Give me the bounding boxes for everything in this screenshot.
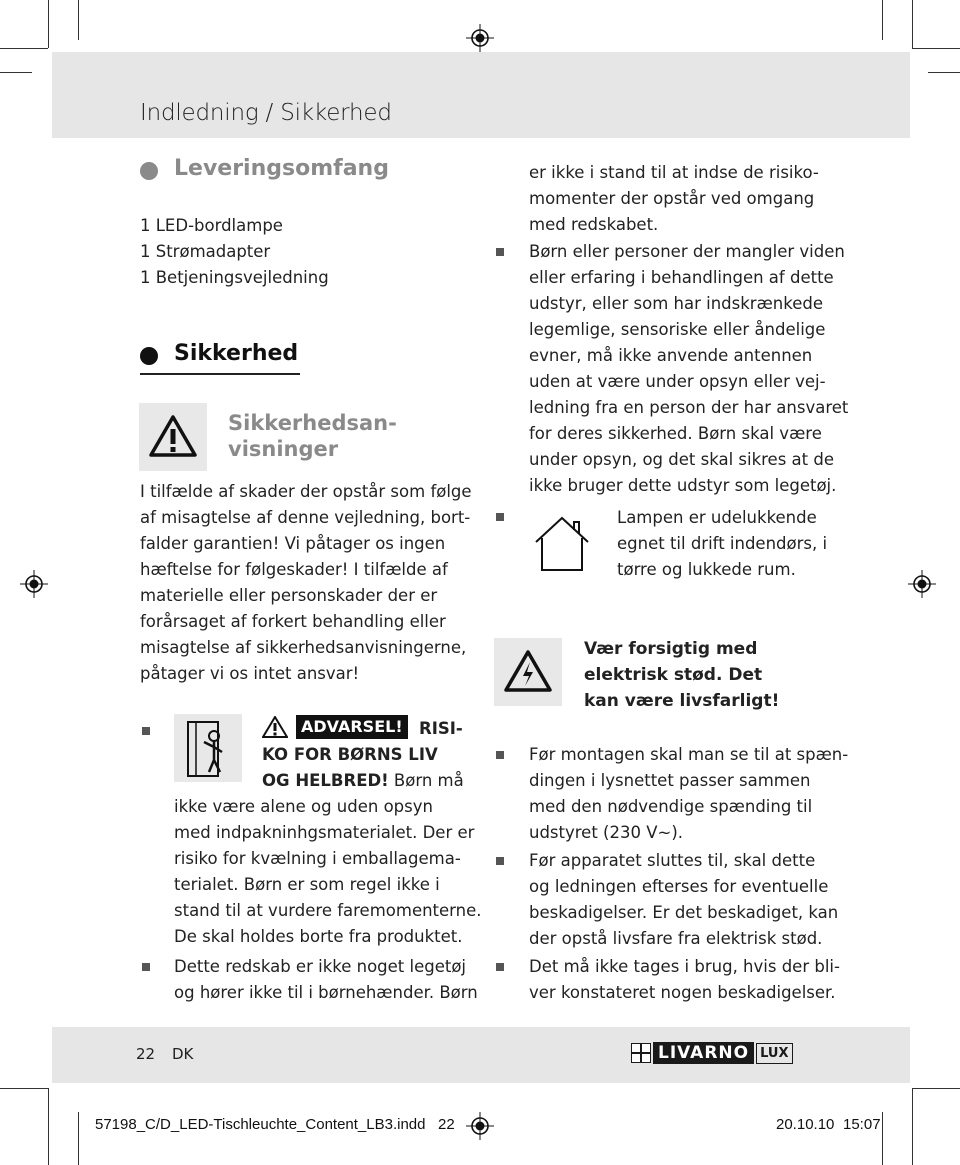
crop-mark: [912, 1088, 913, 1165]
text-line: eller erfaring i behandlingen af dette: [529, 268, 834, 287]
text-line: Børn eller personer der mangler viden: [529, 242, 845, 261]
bullet-square-icon: [496, 513, 504, 521]
text-line: RISI-: [419, 719, 463, 738]
electric-shock-icon: [494, 638, 562, 706]
text-line: terialet. Børn er som regel ikke i: [174, 875, 440, 894]
bullet-square-icon: [496, 963, 504, 971]
bullet-dot-icon: [140, 162, 158, 180]
list-item: 1 LED-bordlampe: [140, 216, 283, 235]
brand-name: LIVARNO: [653, 1042, 754, 1064]
slug-time: 15:07: [843, 1116, 881, 1133]
text-line: ikke bruger dette udstyr som legetøj.: [529, 476, 837, 495]
text-span: Børn må: [388, 771, 464, 790]
text-line: ikke være alene og uden opsyn: [174, 797, 433, 816]
crop-mark: [0, 72, 32, 73]
text-line: og hører ikke til i børnehænder. Børn: [174, 983, 478, 1002]
page-title: Indledning / Sikkerhed: [140, 100, 392, 126]
text-line: udstyr, eller som har indskrænkede: [529, 294, 823, 313]
crop-mark: [0, 1088, 48, 1089]
crop-mark: [78, 1112, 79, 1165]
subheading-line: visninger: [228, 437, 339, 461]
indoor-icon-box: [528, 508, 596, 576]
child-warning-icon-box: [174, 714, 242, 782]
text-line: ledning fra en person der har ansvaret: [529, 398, 849, 417]
delivery-heading: Leveringsomfang: [174, 156, 389, 181]
list-item: 1 Betjeningsvejledning: [140, 268, 329, 287]
text-line: [262, 768, 464, 795]
bold-span: OG HELBRED!: [262, 771, 389, 790]
text-line: tørre og lukkede rum.: [617, 560, 796, 579]
bullet-square-icon: [142, 727, 150, 735]
text-line: stand til at vurdere faremomenterne.: [174, 901, 482, 920]
text-line: under opsyn, og det skal sikres at de: [529, 450, 835, 469]
slug-date: 20.10.10: [776, 1116, 835, 1133]
slug-filename: 57198_C/D_LED-Tischleuchte_Content_LB3.indd 22: [95, 1116, 455, 1133]
child-icon: [174, 714, 242, 782]
registration-mark-icon: [20, 570, 48, 598]
livarno-logo: [631, 1041, 793, 1065]
crop-mark: [912, 48, 960, 49]
text-line: hæftelse for følgeskader! I tilfælde af: [140, 560, 448, 579]
crop-mark: [912, 1088, 960, 1089]
text-line: misagtelse af sikkerhedsanvisningerne,: [140, 638, 467, 657]
text-line: udstyret (230 V∼).: [529, 823, 684, 842]
crop-mark: [48, 0, 49, 48]
text-line: ver konstateret nogen beskadigelser.: [529, 983, 836, 1002]
text-line: Før apparatet sluttes til, skal dette: [529, 851, 816, 870]
text-line: egnet til drift indendørs, i: [617, 534, 828, 553]
text-line: materielle eller personskader der er: [140, 586, 438, 605]
warning-triangle-icon: [262, 716, 288, 742]
advarsel-badge: ADVARSEL!: [296, 715, 408, 739]
text-line: Det må ikke tages i brug, hvis der bli-: [529, 957, 840, 976]
brand-suffix: LUX: [756, 1043, 792, 1064]
crop-mark: [882, 0, 883, 40]
safety-subheading: [228, 410, 397, 462]
list-item: 1 Strømadapter: [140, 242, 271, 261]
text-line: risiko for kvælning i emballagema-: [174, 849, 461, 868]
text-line: kan være livsfarligt!: [584, 691, 780, 711]
text-line: for deres sikkerhed. Børn skal være: [529, 424, 822, 443]
warning-icon-box: [139, 403, 207, 471]
text-line: elektrisk stød. Det: [584, 665, 763, 685]
registration-mark-icon: [466, 1112, 494, 1140]
bullet-square-icon: [496, 857, 504, 865]
text-line: falder garantien! Vi påtager os ingen: [140, 534, 446, 553]
subheading-line: Sikkerhedsan-: [228, 411, 397, 435]
text-line: er ikke i stand til at indse de risiko-: [529, 163, 819, 182]
crop-mark: [78, 0, 79, 40]
text-line: med indpakninhgsmaterialet. Der er: [174, 823, 475, 842]
crop-mark: [48, 1088, 49, 1165]
text-line: med den nødvendige spænding til: [529, 797, 813, 816]
crop-mark: [0, 48, 48, 49]
crop-mark: [928, 72, 960, 73]
text-line: Lampen er udelukkende: [617, 508, 817, 527]
language-code: DK: [172, 1045, 194, 1063]
bullet-square-icon: [496, 248, 504, 256]
house-icon: [528, 508, 596, 576]
text-line: beskadigelser. Er det beskadiget, kan: [529, 903, 839, 922]
text-line: uden at være under opsyn eller vej-: [529, 372, 826, 391]
text-line: Dette redskab er ikke noget legetøj: [174, 957, 467, 976]
bullet-dot-icon: [140, 347, 158, 365]
text-line: KO FOR BØRNS LIV: [262, 745, 438, 764]
text-line: forårsaget af forkert behandling eller: [140, 612, 446, 631]
text-line: der opstå livsfare fra elektrisk stød.: [529, 929, 823, 948]
text-line: momenter der opstår ved omgang: [529, 189, 815, 208]
warning-triangle-icon: [139, 403, 207, 471]
text-line: af misagtelse af denne vejledning, bort-: [140, 508, 471, 527]
bullet-square-icon: [496, 751, 504, 759]
crop-mark: [882, 1112, 883, 1165]
page-number: 22: [136, 1045, 156, 1063]
shock-icon-box: [494, 638, 562, 706]
heading-underline: [140, 373, 300, 375]
text-line: Vær forsigtig med: [584, 639, 758, 659]
text-line: med redskabet.: [529, 215, 659, 234]
text-line: dingen i lysnettet passer sammen: [529, 771, 811, 790]
registration-mark-icon: [466, 24, 494, 52]
registration-mark-icon: [908, 570, 936, 598]
crop-mark: [912, 0, 913, 48]
text-line: påtager vi os intet ansvar!: [140, 664, 360, 683]
logo-mark-icon: [631, 1043, 651, 1063]
text-line: De skal holdes borte fra produktet.: [174, 927, 463, 946]
text-line: I tilfælde af skader der opstår som følge: [140, 482, 472, 501]
text-line: legemlige, sensoriske eller åndelige: [529, 320, 826, 339]
safety-heading: Sikkerhed: [174, 341, 299, 366]
bullet-square-icon: [142, 963, 150, 971]
text-line: og ledningen efterses for eventuelle: [529, 877, 829, 896]
text-line: evner, må ikke anvende antennen: [529, 346, 813, 365]
text-line: Før montagen skal man se til at spæn-: [529, 745, 849, 764]
